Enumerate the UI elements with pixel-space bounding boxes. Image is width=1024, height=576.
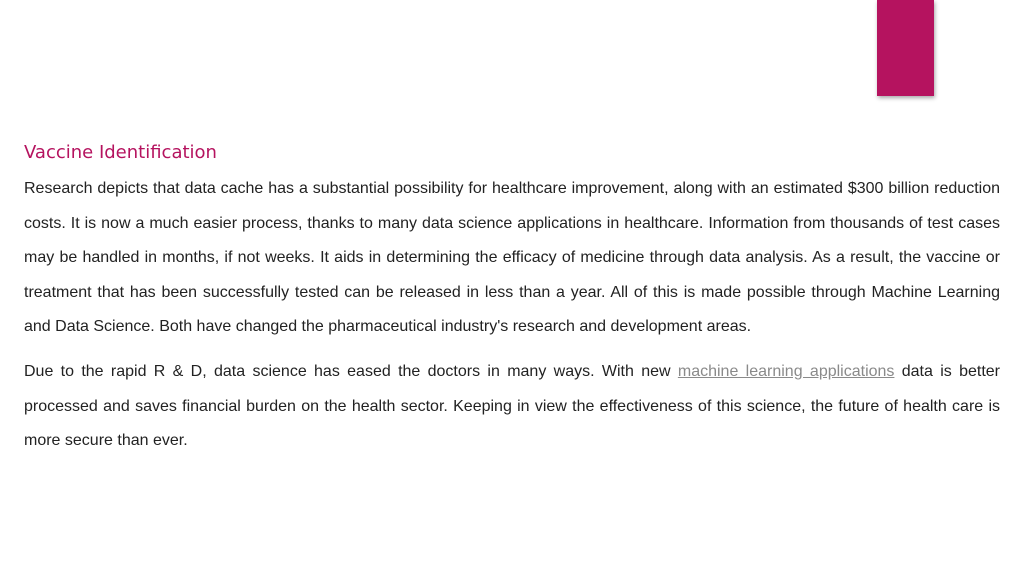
paragraph-2 <box>24 355 1000 459</box>
paragraph-2-rest: data is better processed and saves financial burden on the health sector. Keeping in view the effectiveness of this science, the future of health care is more secure than ever. <box>24 362 1001 450</box>
slide-content <box>24 140 1000 469</box>
accent-bar <box>877 0 934 96</box>
section-heading: Vaccine Identification <box>24 142 217 163</box>
paragraph-2-intro: Due to the rapid R & D, data science has eased the doctors in many ways. With new <box>24 362 678 380</box>
paragraph-1: Research depicts that data cache has a substantial possibility for healthcare improvement, along with an estimated $300 billion reduction costs. It is now a much easier process, thanks to many data science applications in healthcare. Information from thousands of test cases may be handled in months, if not weeks. It aids in determining the efficacy of medicine through data analysis. As a result, the vaccine or treatment that has been successfully tested can be released in less than a year. All of this is made possible through Machine Learning and Data Science. Both have changed the pharmaceutical industry's research and development areas. <box>24 180 1000 336</box>
machine-learning-applications-link[interactable]: machine learning applications <box>677 362 895 380</box>
